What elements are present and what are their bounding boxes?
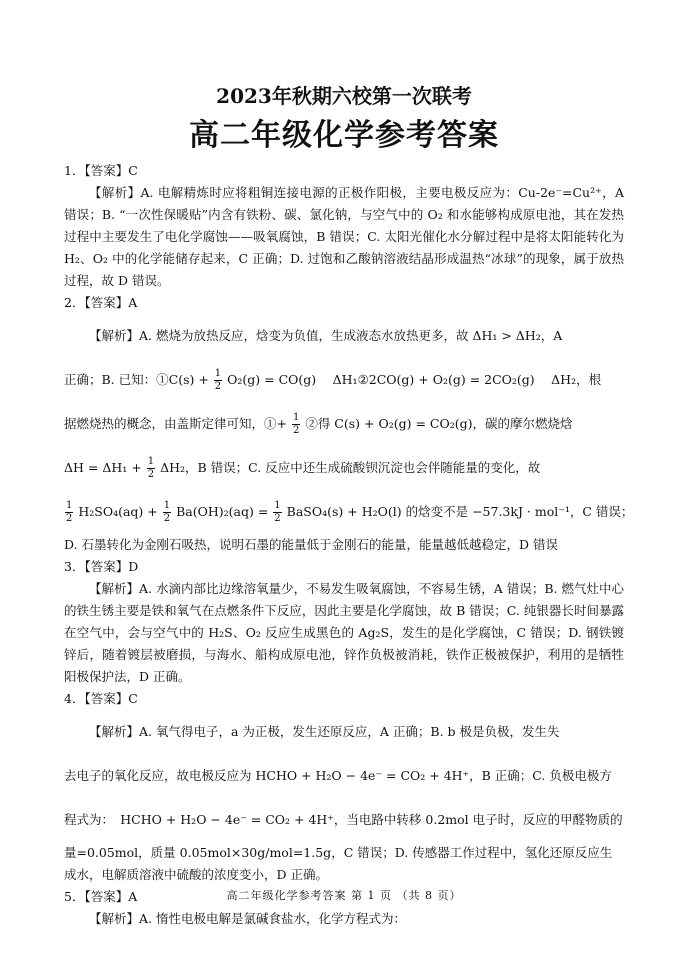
fraction-half: $\frac{1}{2}$ [292,412,300,436]
q2-analysis-line-4 [64,446,624,490]
q3-answer-label: 3．【答案】D [64,559,139,574]
q4-analysis-line-4: 量=0.05mol，质量 0.05mol×30g/mol=1.5g，C 错误；D. 传感器工作过程中，氢化还原反应生 [64,845,613,860]
q4-answer-label: 4．【答案】C [64,691,138,706]
fraction-half: $\frac{1}{2}$ [274,500,281,524]
q2-analysis-line-2 [64,358,624,402]
q3-analysis: 【解析】A. 水滴内部比边缘溶氧量少，不易发生吸氧腐蚀，不容易生锈，A 错误；B. 燃气灶中心的铁生锈主要是铁和氧气在点燃条件下反应，因此主要是化学腐蚀，故 B 错误；C. 纯银器长时间暴露在空气中，会与空气中的 H₂S、O₂ 反应生成黑色的 Ag₂S，发生的是化学腐蚀，C 错误；D. 钢铁镀锌后，随着镀层被磨损，与海水、船构成原电池，锌作负极被消耗，铁作正极被保护，利用的是牺牲阳极保护法，D 正确。 [64,581,624,684]
q2-line5-part-a: H₂SO₄(aq) + [78,504,158,519]
fraction-half: $\frac{1}{2}$ [214,368,222,392]
fraction-half: $\frac{1}{2}$ [163,500,171,524]
q2-line5-part-b: Ba(OH)₂(aq) = [176,504,269,519]
q2-analysis-line-5 [64,490,634,534]
q2-analysis-line-6: D. 石墨转化为金刚石吸热，说明石墨的能量低于金刚石的能量，能量越低越稳定，D 错误 [64,537,559,552]
page-footer: 高二年级化学参考答案 第 1 页 （共 8 页） [226,889,462,902]
q5-analysis-line-1: 【解析】A. 惰性电极电解是氯碱食盐水，化学方程式为： [89,911,406,926]
q1-answer-label: 1．【答案】C [64,163,138,178]
q2-analysis-line-1: 【解析】A. 燃烧为放热反应，焓变为负值，生成液态水放热更多，故 ΔH₁ > ΔH₂，A [89,328,563,343]
fraction-half: $\frac{1}{2}$ [147,456,155,480]
q2-line5-part-c: BaSO₄(s) + H₂O(l) 的焓变不是 −57.3kJ · mol⁻¹，C 错误； [286,504,634,519]
q2-line3-part-b: ②得 C(s) + O₂(g) = CO₂(g)，碳的摩尔燃烧焓 [305,416,573,431]
q4-analysis-line-3: 程式为： HCHO + H₂O − 4e⁻ = CO₂ + 4H⁺，当电路中转移 0.2mol 电子时，反应的甲醛物质的 [64,812,623,827]
exam-title: 2023年秋期六校第一次联考 [216,84,472,108]
q1-analysis: 【解析】A. 电解精炼时应将粗铜连接电源的正极作阳极，主要电极反应为：Cu-2e⁻=Cu²⁺，A 错误；B. “一次性保暖贴”内含有铁粉、碳、氯化钠，与空气中的 O₂ 和水能够构成原电池，其在发热过程中主要发生了电化学腐蚀——吸氧腐蚀，B 错误；C. 太阳光催化水分解过程中是将太阳能转化为 H₂、O₂ 中的化学能储存起来，C 正确；D. 过饱和乙酸钠溶液结晶形成温热“冰球”的现象，属于放热过程，故 D 错误。 [64,185,624,288]
q2-answer-label: 2．【答案】A [64,295,138,310]
q2-line3-part-a: 据燃烧热的概念，由盖斯定律可知，①+ [64,416,287,431]
q2-line4-part-a: ΔH = ΔH₁ + [64,460,142,475]
q2-line2-part-a: 正确；B. 已知：①C(s) + [64,372,209,387]
q4-analysis-line-5: 成水，电解质溶液中硫酸的浓度变小，D 正确。 [64,867,328,882]
answer-content [64,160,634,930]
q2-line2-part-b: O₂(g) = CO(g) ΔH₁②2CO(g) + O₂(g) = 2CO₂(g) ΔH₂，根 [227,372,602,387]
q2-analysis-line-3 [64,402,624,446]
fraction-half: $\frac{1}{2}$ [66,500,73,524]
q2-line4-part-b: ΔH₂，B 错误；C. 反应中还生成硫酸钡沉淀也会伴随能量的变化，故 [160,460,541,475]
q5-answer-label: 5．【答案】A [64,889,138,904]
q4-analysis-line-2: 去电子的氧化反应，故电极反应为 HCHO + H₂O − 4e⁻ = CO₂ + 4H⁺，B 正确；C. 负极电极方 [64,768,612,783]
q4-analysis-line-1: 【解析】A. 氧气得电子，a 为正极，发生还原反应，A 正确；B. b 极是负极，发生失 [89,724,560,739]
document-title: 高二年级化学参考答案 [189,118,499,153]
